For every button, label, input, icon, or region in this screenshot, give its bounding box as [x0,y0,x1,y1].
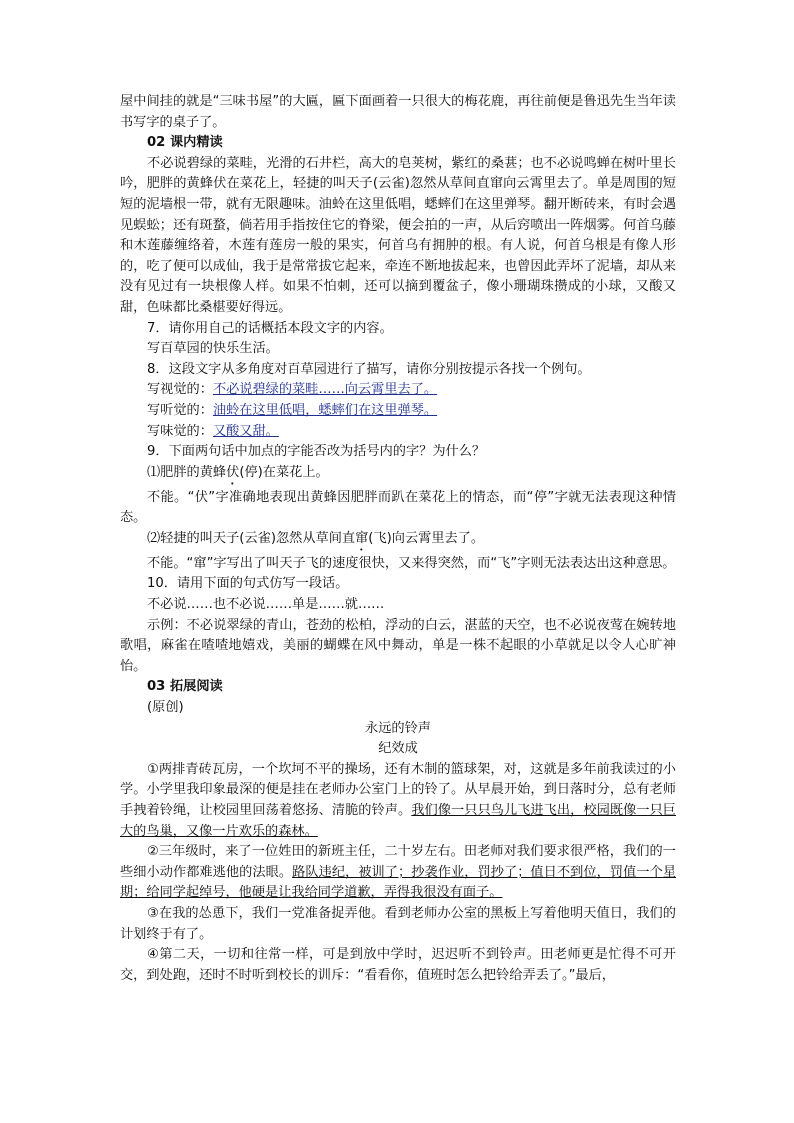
paragraph-2-underlined: 路队违纪，被训了；抄袭作业，罚抄了；值日不到位，罚值一个星期；给同学起绰号，他硬是让我给同学道歉，弄得我很没有面子。 [120,864,677,901]
question-10 [120,574,676,595]
answer-8-audio [120,401,676,422]
question-8-number: 8． [147,361,169,377]
question-10-text: 请用下面的句式仿写一段话。 [176,576,349,592]
question-9-sentence-1 [120,463,676,488]
question-10-pattern: 不必说……也不必说……单是……就…… [147,597,385,613]
answer-8-taste [120,422,676,443]
article-paragraph-2 [120,842,676,904]
answer-8-visual [120,380,676,401]
question-7 [120,319,676,340]
question-8-text: 这段文字从多角度对百草园进行了描写，请你分别按提示各找一个例句。 [168,361,591,377]
answer-9-1: 不能。“伏”字准确地表现出黄蜂因肥胖而趴在菜花上的情态，而“停”字就无法表现这种情态。 [120,489,676,526]
question-7-number: 7． [147,320,169,336]
question-9-text: 下面两句话中加点的字能否改为括号内的字？为什么？ [168,444,486,460]
visual-answer: 不必说碧绿的菜畦……向云霄里去了。 [212,382,438,398]
dotted-word-cuan: 窜 [355,530,369,546]
sentence-1-end: (停)在菜花上。 [239,464,329,480]
question-8 [120,360,676,381]
intro-paragraph: 屋中间挂的就是“三味书屋”的大匾，匾下面画着一只很大的梅花鹿，再往前便是鲁迅先生当年读书写字的桌子了。 [120,94,676,130]
sentence-2-start: ⑵轻捷的叫天子(云雀)忽然从草间直 [147,530,356,546]
taste-label: 写味觉的： [147,423,213,439]
sentence-1-start: ⑴肥胖的黄蜂 [147,464,227,480]
section-heading-intensive-reading: 02 课内精读 [147,135,223,151]
article-paragraph-3: ③在我的怂恿下，我们一党准备捉弄他。看到老师办公室的黑板上写着他明天值日，我们的计划终于有了。 [120,905,676,942]
taste-answer: 又酸又甜。 [212,423,279,439]
article-paragraph-1 [120,760,676,842]
paragraph-1-underlined: 我们像一只只鸟儿飞进飞出，校园既像一只巨大的鸟巢，又像一片欢乐的森林。 [120,803,676,839]
paragraph-2-text: ②三年级时，来了一位姓田的新班主任，二十岁左右。田老师对我们要求很严格，我们的一些细小动作都难逃他的法眼。 [120,844,676,880]
visual-label: 写视觉的： [147,382,213,398]
paragraph-1-text: ①两排青砖瓦房，一个坎坷不平的操场，还有木制的篮球架，对，这就是多年前我读过的小学。小学里我印象最深的便是挂在老师办公室门上的铃了。从早晨开始，到日落时分，总有老师手拽着铃绳，让校园里回荡着悠扬、清脆的铃声。 [120,761,676,818]
audio-answer: 油蛉在这里低唱，蟋蟀们在这里弹琴。 [212,402,438,418]
article-paragraph-4: ④第二天，一切和往常一样，可是到放中学时，迟迟听不到铃声。田老师更是忙得不可开交，到处跑，还时不时听到校长的训斥：“看看你，值班时怎么把铃给弄丢了。”最后， [120,947,676,983]
question-9-number: 9． [147,444,169,460]
article-title: 永远的铃声 [365,720,431,736]
question-9 [120,442,676,463]
answer-9-2: 不能。“窜”字写出了叫天子飞的速度很快，又来得突然，而“飞”字则无法表达出这种意思。 [147,555,676,571]
dotted-word-fu: 伏 [226,464,240,480]
section-heading-extended-reading: 03 拓展阅读 [147,679,223,695]
sentence-2-end: (飞)向云霄里去了。 [368,530,485,546]
answer-10-example: 示例：不必说翠绿的青山，苍劲的松柏，浮动的白云，湛蓝的天空，也不必说夜莺在婉转地歌唱，麻雀在喳喳地嬉戏，美丽的蝴蝶在风中舞动，单是一株不起眼的小草就足以令人心旷神怡。 [120,617,676,674]
article-author: 纪效成 [378,741,418,757]
document-page [120,92,676,986]
audio-label: 写听觉的： [147,402,213,418]
answer-7: 写百草园的快乐生活。 [147,341,279,357]
question-9-sentence-2 [120,529,676,554]
source-note: (原创) [147,700,184,716]
question-7-text: 请你用自己的话概括本段文字的内容。 [168,320,393,336]
passage-baicaoyuan: 不必说碧绿的菜畦，光滑的石井栏，高大的皂荚树，紫红的桑葚；也不必说鸣蝉在树叶里长吟，肥胖的黄蜂伏在菜花上，轻捷的叫天子(云雀)忽然从草间直窜向云霄里去了。单是周围的短短的泥墙根一带，就有无限趣味。油蛉在这里低唱，蟋蟀们在这里弹琴。翻开断砖来，有时会遇见蜈蚣；还有斑蝥，倘若用手指按住它的脊梁，便会拍的一声，从后窍喷出一阵烟雾。何首乌藤和木莲藤缠络着，木莲有莲房一般的果实，何首乌有拥肿的根。有人说，何首乌根是有像人形的，吃了便可以成仙，我于是常常拔它起来，牵连不断地拔起来，也曾因此弄坏了泥墙，却从来没有见过有一块根像人样。如果不怕刺，还可以摘到覆盆子，像小珊瑚珠攒成的小球，又酸又甜，色味都比桑椹要好得远。 [120,155,676,315]
question-10-number: 10． [147,576,177,592]
